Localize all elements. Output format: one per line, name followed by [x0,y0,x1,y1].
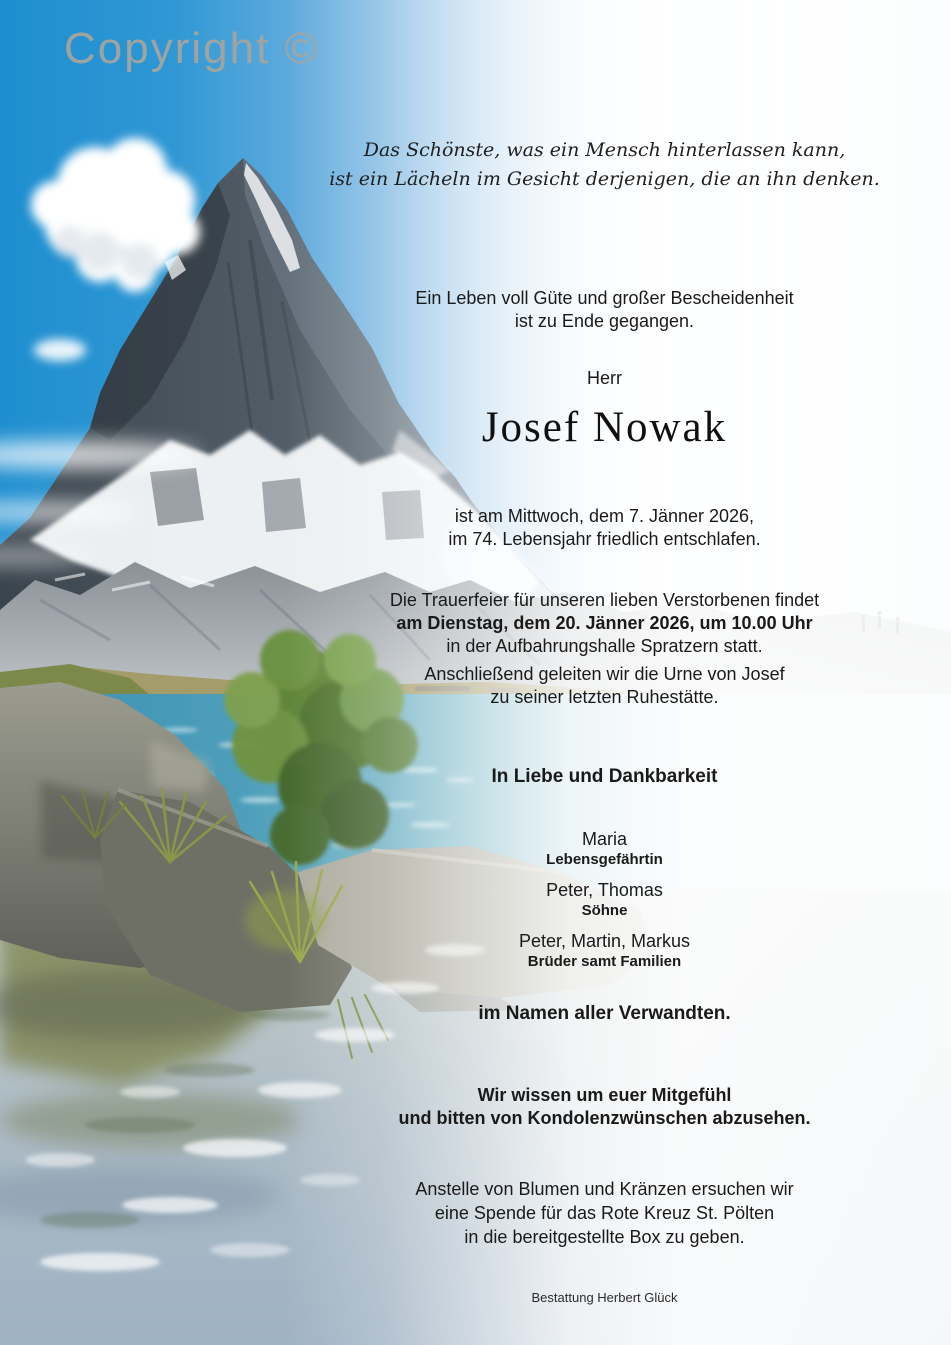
mourner-relation: Lebensgefährtin [546,851,663,868]
urn-info-line-1: Anschließend geleiten wir die Urne von Josef [424,664,785,684]
donation-line-3: in die bereitgestellte Box zu geben. [464,1227,745,1247]
service-info-line-3: in der Aufbahrungshalle Spratzern statt. [446,636,763,656]
donation-note [257,1177,951,1249]
mourner-names: Peter, Martin, Markus [518,931,691,951]
quote-line-1: Das Schönste, was ein Mensch hinterlassen kann, [363,139,846,161]
mourner-group [257,931,951,971]
mourner-group [257,829,951,869]
condolence-line-2: und bitten von Kondolenzwünschen abzusehen. [398,1108,811,1128]
death-info-line-1: ist am Mittwoch, dem 7. Jänner 2026, [454,506,755,526]
donation-line-2: eine Spende für das Rote Kreuz St. Pölten [434,1203,775,1223]
intro-text [257,287,951,333]
condolence-line-1: Wir wissen um euer Mitgefühl [477,1085,732,1105]
intro-line-1: Ein Leben voll Güte und großer Bescheidenheit [415,288,794,308]
salutation: Herr [587,368,622,388]
service-info-datetime: am Dienstag, dem 20. Jänner 2026, um 10.00 Uhr [396,613,813,633]
urn-info [257,663,951,709]
mourner-group [257,880,951,920]
condolence-note [257,1084,951,1130]
mourner-names: Maria [581,829,627,849]
death-info [257,505,951,551]
mourner-names: Peter, Thomas [546,880,663,900]
closing-line: In Liebe und Dankbarkeit [491,766,718,787]
deceased-name: Josef Nowak [481,404,728,451]
relatives-note: im Namen aller Verwandten. [478,1003,731,1024]
copyright-watermark: Copyright © [64,24,319,73]
card-content [257,0,951,1345]
mourners-list [257,829,951,982]
quote-line-2: ist ein Lächeln im Gesicht derjenigen, die an ihn denken. [329,168,880,190]
mourner-relation: Söhne [581,902,628,919]
funeral-home-credit: Bestattung Herbert Glück [531,1290,678,1305]
donation-line-1: Anstelle von Blumen und Kränzen ersuchen wir [415,1179,794,1199]
urn-info-line-2: zu seiner letzten Ruhestätte. [490,687,719,707]
mourner-relation: Brüder samt Familien [527,953,682,970]
service-info-line-1: Die Trauerfeier für unseren lieben Verstorbenen findet [389,590,820,610]
intro-line-2: ist zu Ende gegangen. [514,311,695,331]
memorial-quote [257,136,951,194]
death-info-line-2: im 74. Lebensjahr friedlich entschlafen. [448,529,761,549]
service-info [257,589,951,658]
